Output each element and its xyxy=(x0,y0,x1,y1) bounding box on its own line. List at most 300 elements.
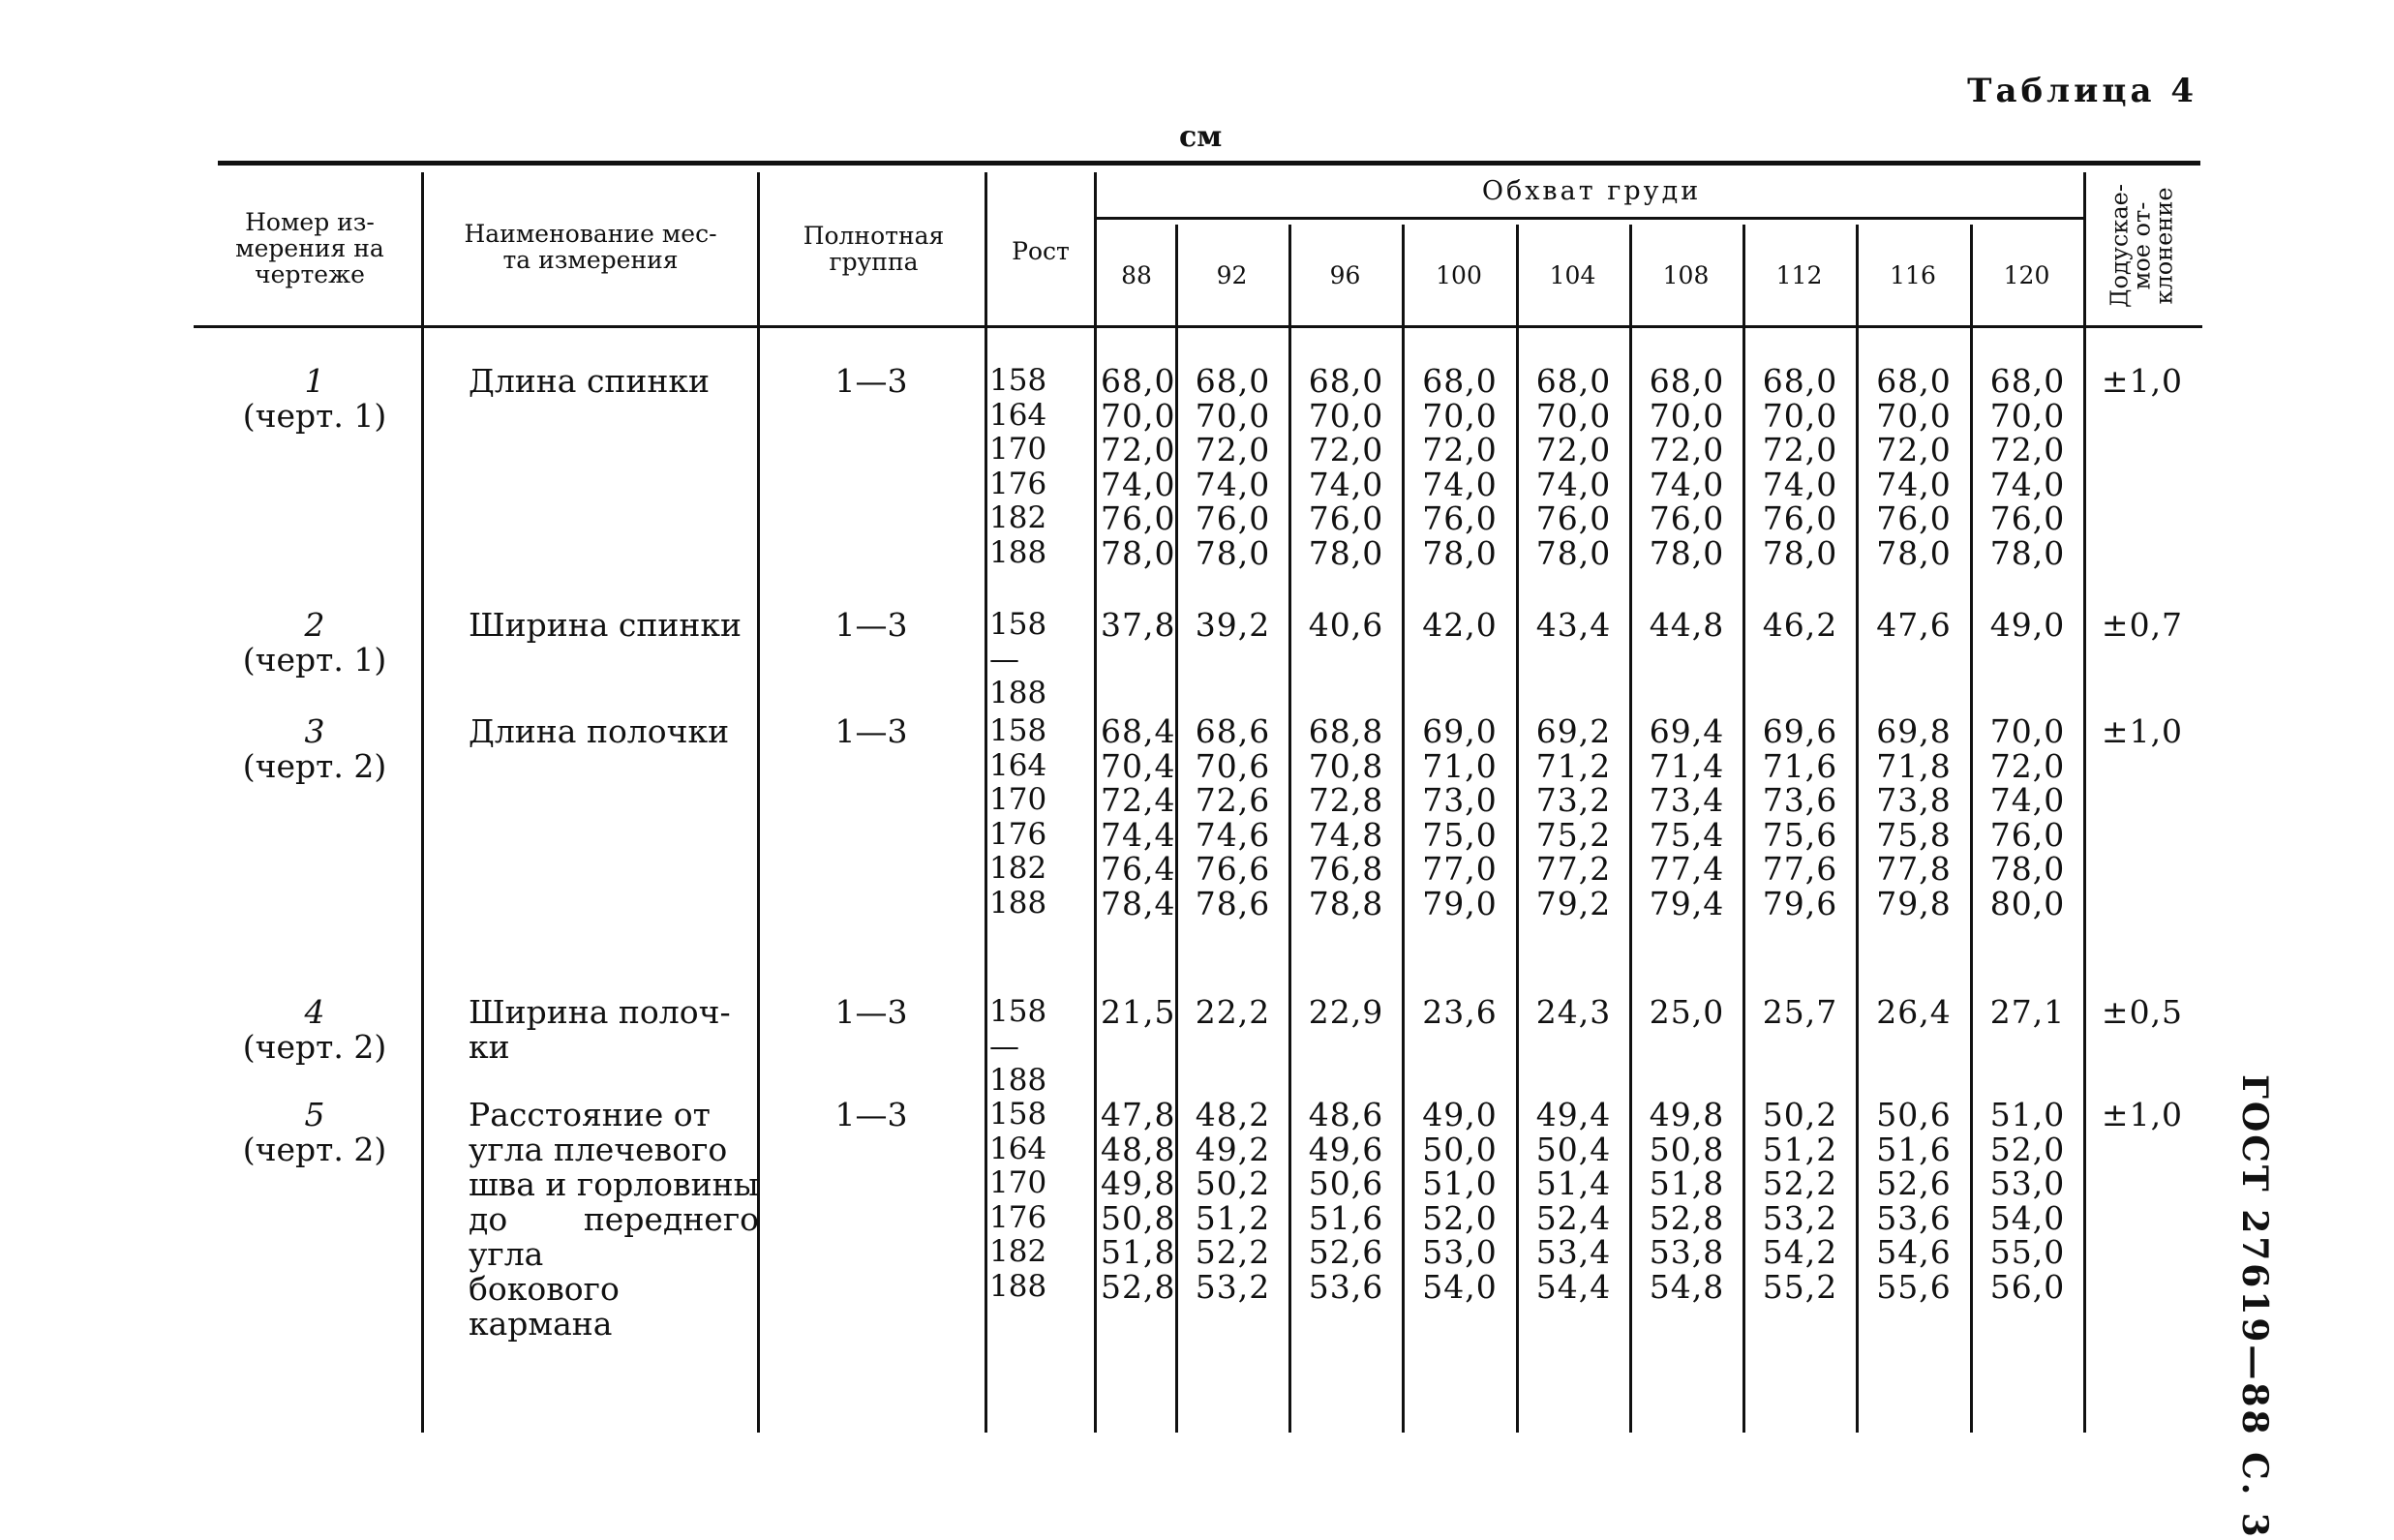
measurement-value: 54,0 xyxy=(1422,1267,1498,1306)
measurement-value: 52,0 xyxy=(1989,1130,2066,1168)
measure-name-line: Ширина спинки xyxy=(469,606,742,644)
drawing-reference: (черт. 2) xyxy=(242,1131,387,1168)
measurement-value: 69,8 xyxy=(1876,712,1952,750)
measurement-value: 74,6 xyxy=(1195,815,1271,854)
measurement-value: 55,6 xyxy=(1876,1267,1952,1306)
measurement-value: 75,4 xyxy=(1649,815,1725,854)
measurement-value: 74,8 xyxy=(1308,815,1384,854)
measurement-value: 51,0 xyxy=(1422,1164,1498,1203)
measurement-column xyxy=(1745,364,1855,571)
header-tolerance xyxy=(2089,172,2196,319)
tolerance-value: ±0,7 xyxy=(2101,606,2184,644)
measure-name xyxy=(469,608,759,643)
header-num-line: Номер из- xyxy=(245,208,375,236)
measurement-value: 79,8 xyxy=(1876,884,1952,922)
measurement-column xyxy=(1101,608,1174,643)
measurement-value: 68,4 xyxy=(1101,712,1176,750)
measurement-column xyxy=(1291,608,1401,643)
growth-value: 188 xyxy=(989,676,1047,711)
measurement-value: 42,0 xyxy=(1422,606,1498,644)
measurement-column xyxy=(1405,608,1515,643)
measurement-value: 77,2 xyxy=(1535,850,1612,889)
growth-values xyxy=(989,995,1076,1099)
measurement-value: 74,0 xyxy=(1422,465,1498,503)
measurement-value: 68,6 xyxy=(1195,712,1271,750)
measurement-value: 48,2 xyxy=(1195,1096,1271,1133)
measurement-value: 75,8 xyxy=(1876,815,1952,854)
measurement-value: 69,0 xyxy=(1422,712,1498,750)
measurement-value: 70,0 xyxy=(1101,396,1176,435)
measurement-column xyxy=(1178,364,1288,571)
measurement-column xyxy=(1632,714,1742,921)
header-group-line: Полнотная xyxy=(803,222,945,250)
fullness-group: 1—3 xyxy=(834,993,908,1031)
measurement-value: 56,0 xyxy=(1989,1267,2066,1306)
measurement-value: 27,1 xyxy=(1989,993,2066,1031)
chest-size-header: 104 xyxy=(1549,261,1596,289)
measurement-value: 74,0 xyxy=(1308,465,1384,503)
measurement-value: 25,7 xyxy=(1762,993,1838,1031)
measurement-value: 74,4 xyxy=(1101,815,1176,854)
measurement-column xyxy=(1859,995,1969,1030)
measurement-value: 21,5 xyxy=(1101,993,1176,1031)
header-num-line: чертеже xyxy=(255,260,365,288)
measurement-value: 43,4 xyxy=(1535,606,1612,644)
measurement-value: 76,0 xyxy=(1101,499,1176,538)
measure-name-line: угла плечевого xyxy=(469,1131,728,1168)
measure-name-line: Расстояние от xyxy=(469,1096,711,1133)
measurement-value: 78,0 xyxy=(1989,850,2066,889)
measurement-column xyxy=(1291,714,1401,921)
top-rule xyxy=(218,161,2200,166)
fullness-group: 1—3 xyxy=(834,1096,908,1133)
measurement-value: 47,6 xyxy=(1876,606,1952,644)
measurement-value: 50,8 xyxy=(1649,1130,1725,1168)
growth-value: 158— xyxy=(989,607,1047,677)
measurement-column xyxy=(1519,364,1628,571)
measurement-column xyxy=(1178,714,1288,921)
measurement-value: 53,0 xyxy=(1989,1164,2066,1203)
measurement-value: 78,0 xyxy=(1422,533,1498,572)
measurement-value: 74,0 xyxy=(1989,781,2066,820)
growth-values xyxy=(989,364,1076,571)
growth-value: 158 xyxy=(989,713,1047,748)
header-growth: Рост xyxy=(1012,237,1070,265)
measurement-value: 23,6 xyxy=(1422,993,1498,1031)
standard-page-label: ГОСТ 27619—88 С. 3 xyxy=(2234,1074,2275,1540)
measurement-column xyxy=(1101,1098,1174,1305)
measurement-value: 69,6 xyxy=(1762,712,1838,750)
header-name-line: Наименование мес- xyxy=(464,220,717,248)
measurement-value: 50,2 xyxy=(1762,1096,1838,1133)
measurement-value: 22,9 xyxy=(1308,993,1384,1031)
column-divider xyxy=(1094,172,1097,1433)
measure-number-value: 4 xyxy=(304,993,325,1031)
measurement-column xyxy=(1101,714,1174,921)
chest-size-header: 92 xyxy=(1216,261,1248,289)
measurement-value: 76,6 xyxy=(1195,850,1271,889)
measurement-value: 50,4 xyxy=(1535,1130,1612,1168)
measurement-value: 49,8 xyxy=(1649,1096,1725,1133)
measurement-value: 46,2 xyxy=(1762,606,1838,644)
growth-values xyxy=(989,608,1076,711)
measurement-column xyxy=(1519,608,1628,643)
measurement-value: 75,0 xyxy=(1422,815,1498,854)
growth-value: 170 xyxy=(989,782,1047,818)
units-label: см xyxy=(1179,120,1223,154)
growth-value: 182 xyxy=(989,851,1047,887)
chest-size-header: 100 xyxy=(1436,261,1482,289)
measurement-value: 52,6 xyxy=(1876,1164,1952,1203)
measurement-value: 70,0 xyxy=(1649,396,1725,435)
drawing-reference: (черт. 1) xyxy=(242,641,387,679)
growth-value: 158 xyxy=(989,1097,1047,1132)
measurement-value: 22,2 xyxy=(1195,993,1271,1031)
measurement-value: 55,0 xyxy=(1989,1233,2066,1272)
growth-value: 176 xyxy=(989,466,1047,501)
measurement-column xyxy=(1405,364,1515,571)
measurement-value: 73,2 xyxy=(1535,781,1612,820)
measurement-value: 78,0 xyxy=(1762,533,1838,572)
measure-name-line: Длина спинки xyxy=(469,362,711,400)
measurement-value: 73,4 xyxy=(1649,781,1725,820)
measurement-value: 68,0 xyxy=(1101,362,1176,400)
measurement-value: 51,0 xyxy=(1989,1096,2066,1133)
measurement-column xyxy=(1291,364,1401,571)
measurement-value: 72,8 xyxy=(1308,781,1384,820)
measurement-value: 52,8 xyxy=(1101,1267,1176,1306)
measurement-value: 80,0 xyxy=(1989,884,2066,922)
growth-values xyxy=(989,1098,1076,1305)
measurement-value: 53,6 xyxy=(1876,1198,1952,1237)
measurement-value: 52,6 xyxy=(1308,1233,1384,1272)
tolerance-value: ±0,5 xyxy=(2101,993,2184,1031)
drawing-reference: (черт. 1) xyxy=(242,397,387,435)
measure-name-line: шва и горловины xyxy=(469,1165,759,1203)
measurement-value: 48,8 xyxy=(1101,1130,1176,1168)
measurement-value: 54,8 xyxy=(1649,1267,1725,1306)
measurement-value: 68,0 xyxy=(1762,362,1838,400)
drawing-reference: (черт. 2) xyxy=(242,1028,387,1066)
measurement-value: 79,2 xyxy=(1535,884,1612,922)
measurement-value: 78,0 xyxy=(1649,533,1725,572)
measurement-value: 54,6 xyxy=(1876,1233,1952,1272)
measurement-column xyxy=(1973,1098,2082,1305)
measurement-value: 78,0 xyxy=(1989,533,2066,572)
growth-value: 176 xyxy=(989,1199,1047,1235)
header-fullness-group xyxy=(765,223,983,275)
measurement-value: 78,0 xyxy=(1876,533,1952,572)
measurement-value: 71,2 xyxy=(1535,746,1612,785)
measurement-value: 72,0 xyxy=(1876,431,1952,469)
measurement-value: 72,0 xyxy=(1989,431,2066,469)
measure-number-value: 1 xyxy=(304,362,325,400)
measurement-value: 76,0 xyxy=(1649,499,1725,538)
column-divider xyxy=(421,172,424,1433)
measurement-value: 49,4 xyxy=(1535,1096,1612,1133)
measurement-value: 76,0 xyxy=(1535,499,1612,538)
measure-name-line: Длина полочки xyxy=(469,712,730,750)
measurement-value: 77,0 xyxy=(1422,850,1498,889)
chest-size-header: 120 xyxy=(2003,261,2050,289)
growth-value: 188 xyxy=(989,1268,1047,1304)
measurement-value: 49,2 xyxy=(1195,1130,1271,1168)
measurement-value: 50,8 xyxy=(1101,1198,1176,1237)
measurement-column xyxy=(1745,714,1855,921)
measurement-value: 76,0 xyxy=(1762,499,1838,538)
measurement-value: 76,0 xyxy=(1989,815,2066,854)
measurement-column xyxy=(1973,364,2082,571)
measurement-column xyxy=(1178,1098,1288,1305)
measurement-value: 25,0 xyxy=(1649,993,1725,1031)
header-num-line: мерения на xyxy=(235,234,384,262)
measurement-column xyxy=(1101,364,1174,571)
tolerance-value: ±1,0 xyxy=(2101,362,2184,400)
measurement-value: 69,4 xyxy=(1649,712,1725,750)
chest-size-header: 96 xyxy=(1329,261,1361,289)
measurement-value: 70,8 xyxy=(1308,746,1384,785)
measurement-value: 51,2 xyxy=(1762,1130,1838,1168)
chest-size-header: 108 xyxy=(1662,261,1710,289)
measure-number xyxy=(203,1098,426,1167)
measurement-value: 77,4 xyxy=(1649,850,1725,889)
growth-value: 176 xyxy=(989,816,1047,852)
measurement-value: 68,0 xyxy=(1422,362,1498,400)
measurement-value: 73,6 xyxy=(1762,781,1838,820)
measurement-value: 70,6 xyxy=(1195,746,1271,785)
column-divider xyxy=(2083,172,2086,1433)
measurement-value: 40,6 xyxy=(1308,606,1384,644)
measurement-value: 78,0 xyxy=(1308,533,1384,572)
measurement-value: 26,4 xyxy=(1876,993,1952,1031)
chest-size-header: 112 xyxy=(1775,261,1823,289)
measurement-column xyxy=(1745,995,1855,1030)
measurement-column xyxy=(1405,714,1515,921)
measurement-value: 50,0 xyxy=(1422,1130,1498,1168)
measure-name-line: бокового кармана xyxy=(469,1270,620,1343)
measure-number-value: 3 xyxy=(304,712,325,750)
measurement-value: 72,6 xyxy=(1195,781,1271,820)
measurement-value: 74,0 xyxy=(1101,465,1176,503)
fullness-group: 1—3 xyxy=(834,362,908,400)
growth-value: 188 xyxy=(989,885,1047,921)
measurement-value: 51,6 xyxy=(1308,1198,1384,1237)
measurement-value: 48,6 xyxy=(1308,1096,1384,1133)
growth-value: 182 xyxy=(989,500,1047,536)
measurement-value: 75,2 xyxy=(1535,815,1612,854)
measurement-column xyxy=(1859,714,1969,921)
measurement-value: 76,0 xyxy=(1195,499,1271,538)
measurement-column xyxy=(1973,714,2082,921)
measure-name-line: до переднего угла xyxy=(469,1200,759,1273)
column-divider xyxy=(985,172,987,1433)
measurement-value: 74,0 xyxy=(1195,465,1271,503)
fullness-group: 1—3 xyxy=(834,712,908,750)
measurement-column xyxy=(1405,995,1515,1030)
growth-value: 170 xyxy=(989,1165,1047,1201)
measurement-column xyxy=(1101,995,1174,1030)
measurement-value: 37,8 xyxy=(1101,606,1176,644)
measurement-value: 72,4 xyxy=(1101,781,1176,820)
chest-rule xyxy=(1096,217,2083,220)
measurement-value: 70,0 xyxy=(1195,396,1271,435)
measure-number xyxy=(203,608,426,678)
measurement-value: 78,0 xyxy=(1101,533,1176,572)
measurement-value: 76,4 xyxy=(1101,850,1176,889)
measurement-value: 49,0 xyxy=(1989,606,2066,644)
growth-value: 188 xyxy=(989,534,1047,570)
measurement-value: 76,0 xyxy=(1308,499,1384,538)
measurement-value: 55,2 xyxy=(1762,1267,1838,1306)
measurement-value: 78,6 xyxy=(1195,884,1271,922)
measurement-value: 52,2 xyxy=(1762,1164,1838,1203)
measurement-value: 72,0 xyxy=(1308,431,1384,469)
measurement-value: 70,0 xyxy=(1989,712,2066,750)
measurement-value: 74,0 xyxy=(1876,465,1952,503)
header-group-line: группа xyxy=(829,248,919,276)
measurement-column xyxy=(1859,364,1969,571)
measurement-column xyxy=(1178,608,1288,643)
measurement-column xyxy=(1632,364,1742,571)
measurement-value: 78,4 xyxy=(1101,884,1176,922)
chest-size-header: 88 xyxy=(1121,261,1152,289)
measurement-value: 44,8 xyxy=(1649,606,1725,644)
measurement-column xyxy=(1745,608,1855,643)
measure-name xyxy=(469,1098,759,1342)
measurement-value: 71,0 xyxy=(1422,746,1498,785)
measurement-column xyxy=(1519,995,1628,1030)
tolerance-value: ±1,0 xyxy=(2101,1096,2184,1133)
measurement-value: 79,4 xyxy=(1649,884,1725,922)
growth-values xyxy=(989,714,1076,921)
measurement-value: 78,0 xyxy=(1535,533,1612,572)
measurement-value: 74,0 xyxy=(1989,465,2066,503)
measurement-value: 71,4 xyxy=(1649,746,1725,785)
measure-name xyxy=(469,714,759,749)
measurement-value: 74,0 xyxy=(1762,465,1838,503)
measurement-value: 72,0 xyxy=(1762,431,1838,469)
measurement-value: 68,0 xyxy=(1876,362,1952,400)
measurement-value: 53,2 xyxy=(1195,1267,1271,1306)
fullness-group: 1—3 xyxy=(834,606,908,644)
measurement-value: 52,4 xyxy=(1535,1198,1612,1237)
measurement-value: 53,0 xyxy=(1422,1233,1498,1272)
measurement-value: 51,2 xyxy=(1195,1198,1271,1237)
measurement-column xyxy=(1632,995,1742,1030)
growth-value: 188 xyxy=(989,1063,1047,1099)
measurement-value: 70,0 xyxy=(1762,396,1838,435)
measurement-value: 72,0 xyxy=(1422,431,1498,469)
measurement-value: 70,0 xyxy=(1422,396,1498,435)
measurement-value: 53,4 xyxy=(1535,1233,1612,1272)
measurement-column xyxy=(1519,714,1628,921)
measurement-value: 50,2 xyxy=(1195,1164,1271,1203)
measurement-value: 73,8 xyxy=(1876,781,1952,820)
measurement-value: 68,8 xyxy=(1308,712,1384,750)
measurement-value: 69,2 xyxy=(1535,712,1612,750)
drawing-reference: (черт. 2) xyxy=(242,747,387,785)
measurement-value: 72,0 xyxy=(1535,431,1612,469)
measurement-value: 78,0 xyxy=(1195,533,1271,572)
growth-value: 158— xyxy=(989,994,1047,1064)
measurement-column xyxy=(1291,1098,1401,1305)
measure-name xyxy=(469,364,759,399)
measurement-value: 68,0 xyxy=(1649,362,1725,400)
measurement-value: 53,8 xyxy=(1649,1233,1725,1272)
measurement-value: 51,6 xyxy=(1876,1130,1952,1168)
measurement-value: 77,6 xyxy=(1762,850,1838,889)
measurement-column xyxy=(1519,1098,1628,1305)
measurement-value: 52,2 xyxy=(1195,1233,1271,1272)
measurement-column xyxy=(1632,608,1742,643)
measurement-value: 70,0 xyxy=(1535,396,1612,435)
growth-value: 158 xyxy=(989,363,1047,398)
measurement-value: 70,0 xyxy=(1989,396,2066,435)
measurement-value: 76,0 xyxy=(1876,499,1952,538)
measure-number-value: 2 xyxy=(304,606,325,644)
measurement-value: 74,0 xyxy=(1535,465,1612,503)
measurement-value: 72,0 xyxy=(1101,431,1176,469)
measurement-value: 71,8 xyxy=(1876,746,1952,785)
growth-value: 164 xyxy=(989,1131,1047,1166)
measurement-value: 51,4 xyxy=(1535,1164,1612,1203)
measure-name-line: Ширина полоч- xyxy=(469,993,731,1031)
measurement-value: 79,6 xyxy=(1762,884,1838,922)
measurement-column xyxy=(1745,1098,1855,1305)
measurement-value: 70,0 xyxy=(1876,396,1952,435)
growth-value: 182 xyxy=(989,1234,1047,1270)
measurement-column xyxy=(1178,995,1288,1030)
measurement-column xyxy=(1859,1098,1969,1305)
measurement-value: 70,0 xyxy=(1308,396,1384,435)
measurement-value: 51,8 xyxy=(1649,1164,1725,1203)
table-title: Таблица 4 xyxy=(1967,72,2197,110)
measurement-value: 52,8 xyxy=(1649,1198,1725,1237)
header-name-line: та измерения xyxy=(502,246,679,274)
measurement-value: 72,0 xyxy=(1649,431,1725,469)
measurement-value: 78,8 xyxy=(1308,884,1384,922)
measurement-value: 50,6 xyxy=(1308,1164,1384,1203)
measurement-value: 68,0 xyxy=(1989,362,2066,400)
measurement-value: 52,0 xyxy=(1422,1198,1498,1237)
measurement-column xyxy=(1291,995,1401,1030)
header-chest-girth: Обхват груди xyxy=(1481,176,1702,206)
measurement-value: 54,4 xyxy=(1535,1267,1612,1306)
growth-value: 164 xyxy=(989,397,1047,433)
measurement-value: 73,0 xyxy=(1422,781,1498,820)
measurement-value: 77,8 xyxy=(1876,850,1952,889)
measure-number xyxy=(203,995,426,1065)
growth-value: 170 xyxy=(989,432,1047,468)
measurement-column xyxy=(1859,608,1969,643)
measure-name-line: ки xyxy=(469,1028,510,1066)
measurement-value: 71,6 xyxy=(1762,746,1838,785)
measurement-value: 72,0 xyxy=(1195,431,1271,469)
measurement-value: 53,6 xyxy=(1308,1267,1384,1306)
measurement-value: 39,2 xyxy=(1195,606,1271,644)
measurement-value: 68,0 xyxy=(1308,362,1384,400)
measurement-value: 49,0 xyxy=(1422,1096,1498,1133)
header-tolerance-line: мое от- xyxy=(2128,201,2156,290)
measurement-column xyxy=(1405,1098,1515,1305)
measurement-value: 68,0 xyxy=(1195,362,1271,400)
measurement-column xyxy=(1973,995,2082,1030)
measure-number xyxy=(203,714,426,784)
measurement-value: 47,8 xyxy=(1101,1096,1176,1133)
chest-size-header: 116 xyxy=(1890,261,1936,289)
measurement-value: 53,2 xyxy=(1762,1198,1838,1237)
measure-number-value: 5 xyxy=(304,1096,325,1133)
